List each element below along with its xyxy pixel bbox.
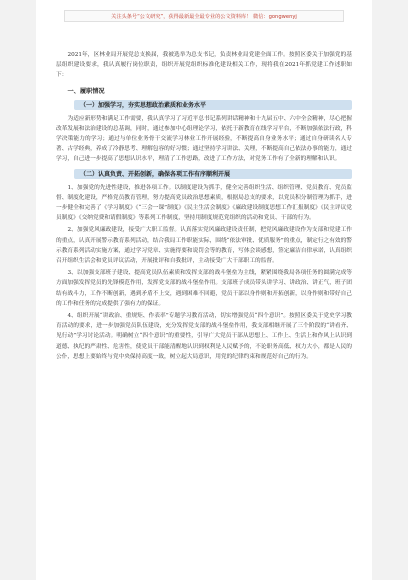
body-paragraph: 4、组织开展“讲政治、重规矩、作表率”专题学习教育活动，切实增强党员“四个意识”。按照区委关于党史学习教育活动的要求，进一步加强党员队伍建设，充分发挥党支部的战斗堡垒作用，我支部相继开展了三个阶段的“讲看齐、见行动”学习讨论活动。明确树立“四个意识”的重要性，引导广大党员干部从思想上、工作上、生活上和作风上认识到道德、执纪的严肃性、危害性，使党员干部能清醒地认识到权利是人民赋予的，不论职务高低、权力大小，都是人民的公仆，思想上要始终与党中央保持高度一致，树立起大局意识，用党的纪律约束和规范好自己的行为。 bbox=[56, 313, 352, 360]
section-heading: 一、履职情况 bbox=[67, 87, 105, 95]
body-paragraph: 3、以加强支部班子建设、提高党员队伍素质和发挥支部的战斗堡垒为主线，紧紧围绕我局各项任务的圆满完成等方面加强发挥党员的先锋模范作用，发挥党支部的战斗堡垒作用。支部班子成员带头讲学习、讲政治、讲正气，班子团结有战斗力，工作不断创新，遇到矛盾不上交，遇到困难不回避，党员干部以身作则和开拓创新，以身作则和带好自己的工作和任务的完成提供了强有力的保证。 bbox=[56, 270, 352, 307]
document-body bbox=[56, 50, 352, 364]
subheading-bar bbox=[74, 169, 352, 179]
subheading-text: （二）认真负责、开拓创新，确保各项工作有序顺利开展 bbox=[80, 171, 231, 179]
subheading-bar bbox=[74, 100, 352, 110]
promo-banner-text: 关注头条号“公文研究”，获得最新最全最专业的公文资料库！ 微信：gongwenyj bbox=[111, 13, 297, 20]
body-paragraph: 1、加强党的先进性建设，推进各项工作。以制度建设为抓手，健全完善组织生活、组织管理、党员教育、党员监督、制度化建设，严格党员教育管理，努力提高党员政治思想素质，根据局总支的要求，以党员积分制管理为抓手，进一步健全和完善了《学习制度》《“三会一课”制度》《民主生活会制度》《廉政建设制度思想工作汇报制度》《民主评议党员制度》《交纳党费和请假制度》等系列工作制度，坚持用制度规范党组织的活动和党员、干部的行为。 bbox=[56, 184, 352, 222]
body-paragraph: 为适应新形势和满足工作需要，我认真学习了习近平总书记系列讲话精神和十九届五中、六中全会精神，尽心把握改革发展和法治建设的总基调，同时，通过参加中心组理论学习，依托于新教育在线学习平台，不断加强依法行政，科学决策能力的学习；通过与单位业务骨干交流学习林业工作开展经验，不断提高自身业务水平；通过自身研读名人专著、古学经典，养成了冷静思考、理解包容的好习惯；通过坚持学习讲法、关理，不断提高自己依法办事的能力，通过学习，自己进一步提高了思想认识水平，理清了工作思路，改进了工作方法，对党务工作有了全新的理解和认识。 bbox=[56, 115, 352, 163]
promo-banner bbox=[64, 10, 344, 22]
subheading-text: （一）加强学习，夯实思想政治素质和业务水平 bbox=[80, 102, 207, 110]
body-paragraph: 2、加强党风廉政建设，接受广大职工监督。认真落实党风廉政建设责任制，把党风廉政建设作为支部和党建工作的重点，认真开展警示教育系列活动，结合我局工作职能实际，围绕“依法审批、优质服务”的重点，制定行之有效的警示教育系列活动实施方案，通过学习党章、实施得要和说罚会等的教育，写体会谈感想，签定廉洁自律承诺，认真组织召开组织生活会和党员评议活动，开展批评和自我批评，主动接受广大干部职工的监督。 bbox=[56, 227, 352, 265]
intro-paragraph: 2021年，区林业局开展党总支换届，我被选举为总支书记，负责林业局党建全面工作。按照区委关于加强党的基层组织建设要求，我认真履行岗位职责，组织开展党组织标准化建设相关工作，现将我在2021年抓党建工作述职如下： bbox=[56, 52, 352, 79]
document-page bbox=[36, 0, 372, 580]
